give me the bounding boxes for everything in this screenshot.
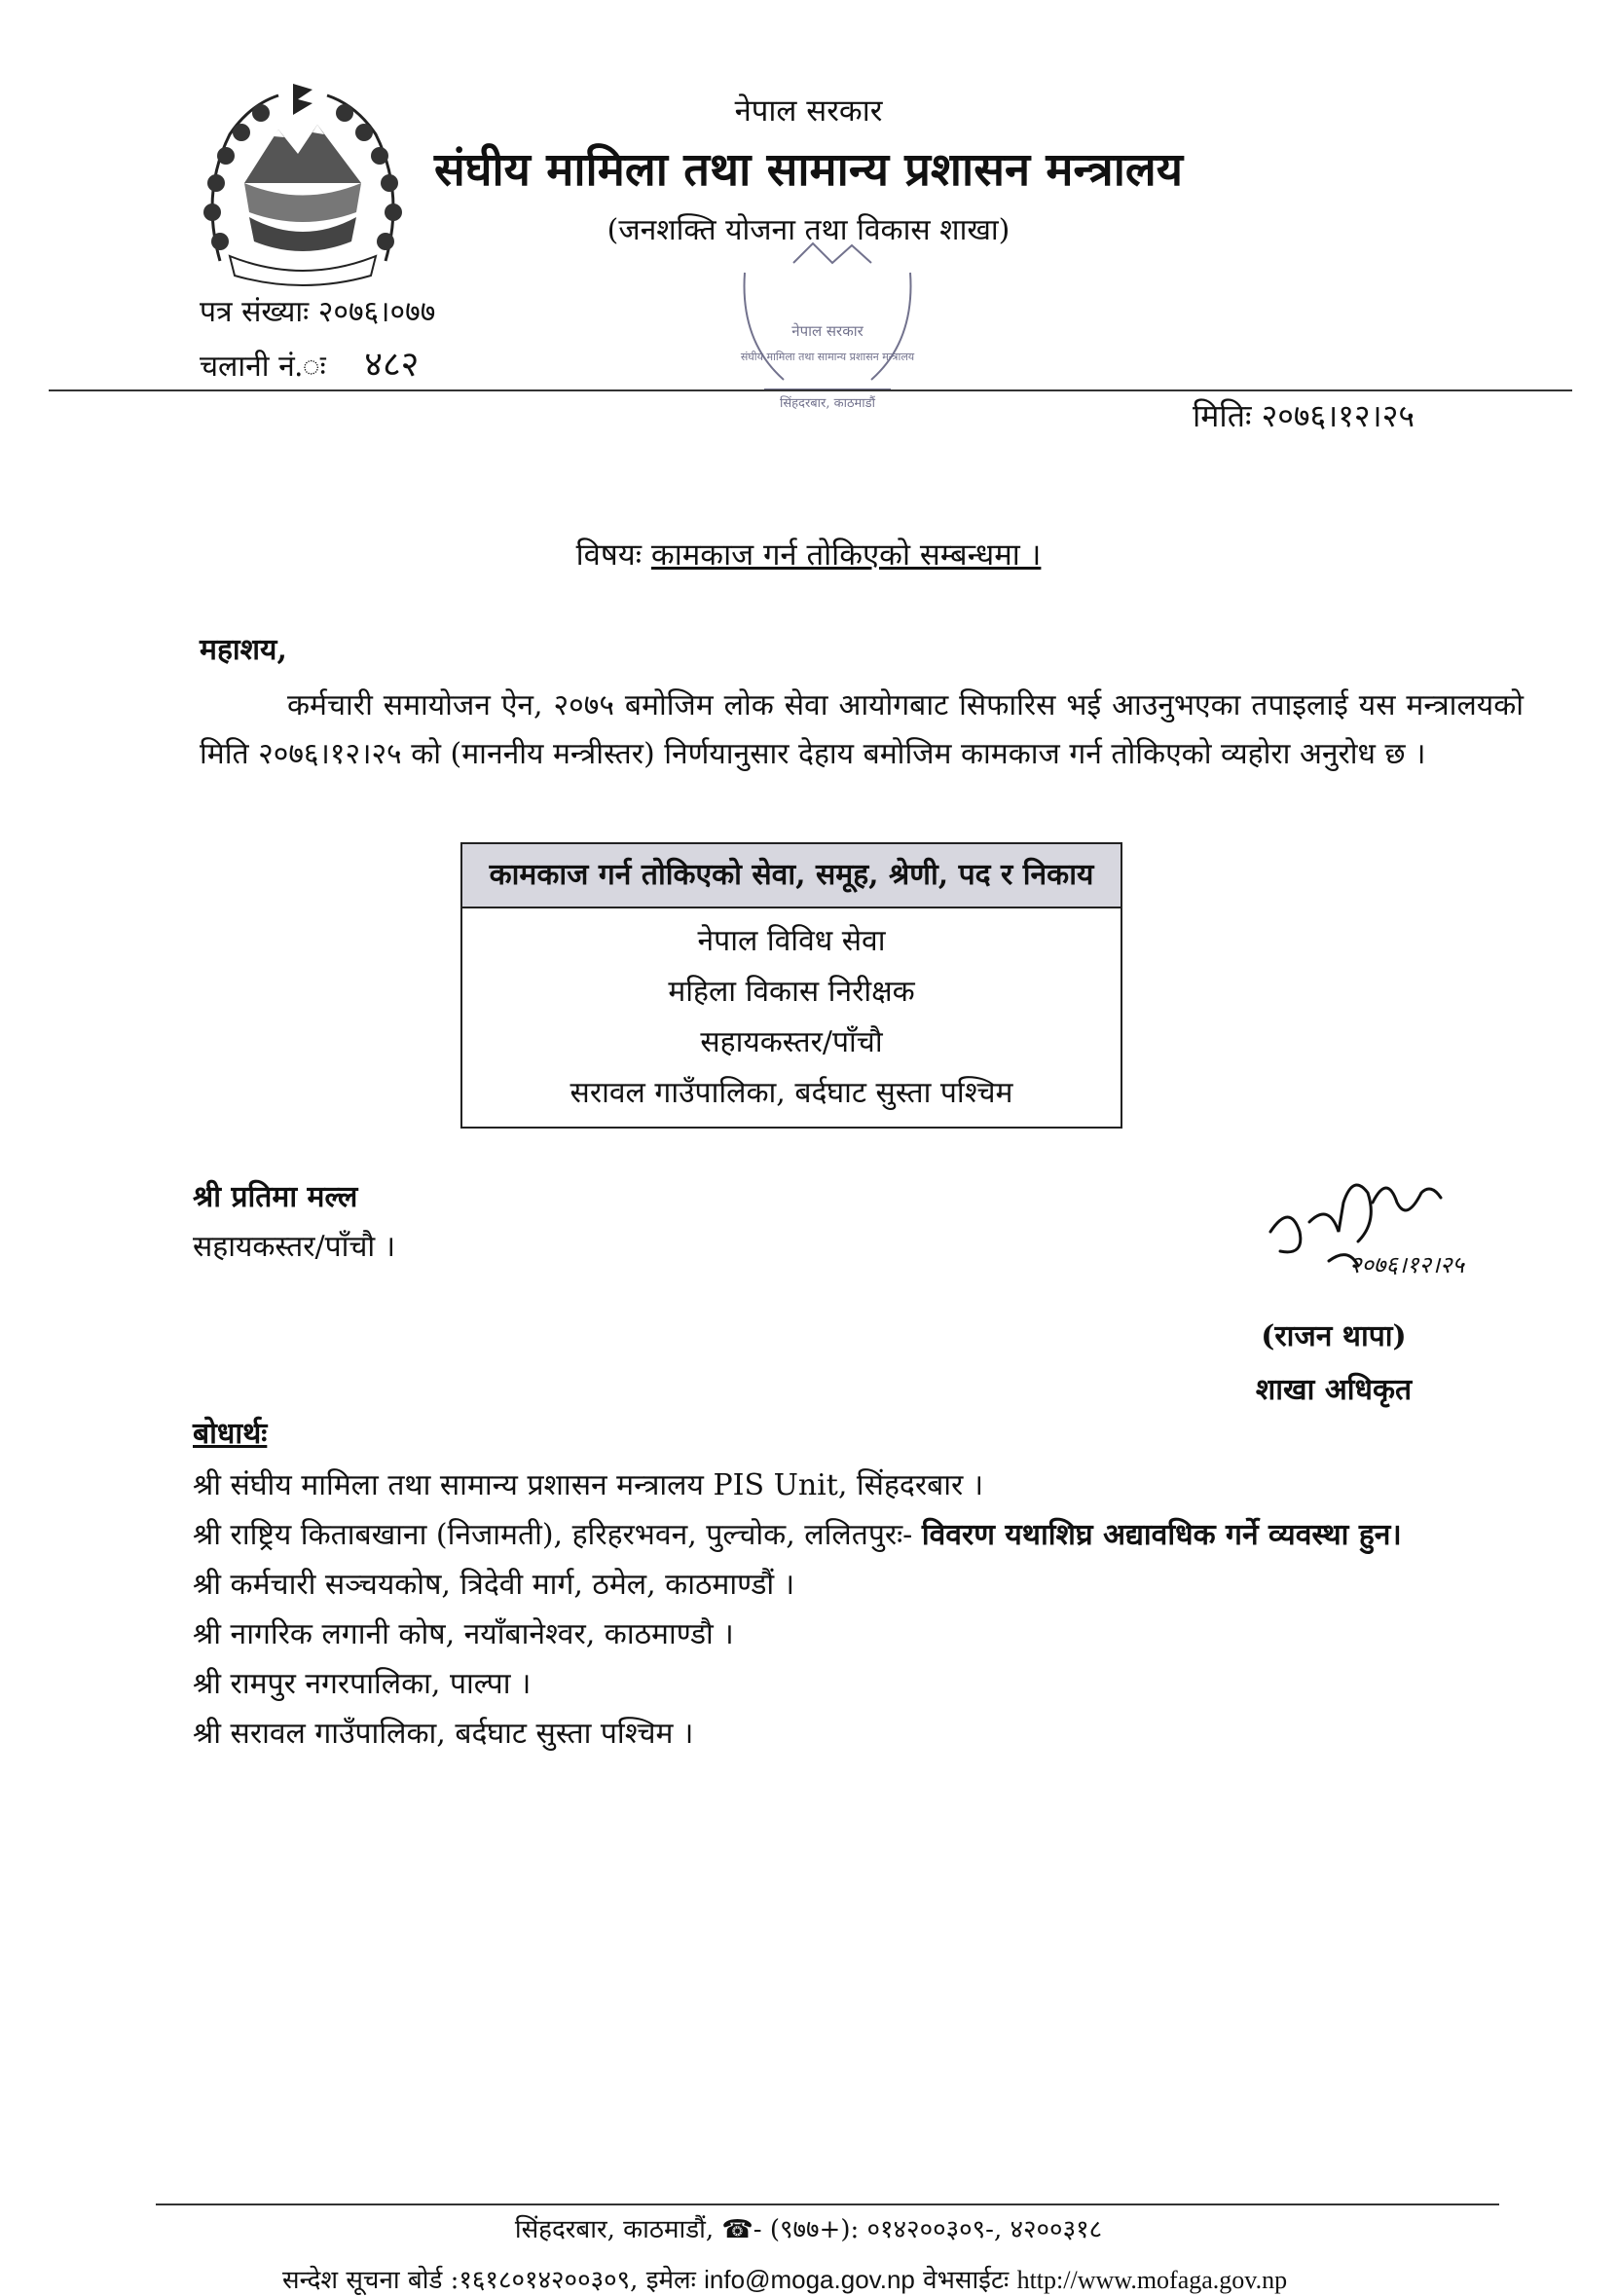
letter-date [1193,394,1415,436]
list-item [193,1709,1556,1759]
website-label: वेभसाईटः [923,2266,1010,2295]
subject-text: कामकाज गर्न तोकिएको सम्बन्धमा । [650,537,1042,573]
cc-recipient: श्री राष्ट्रिय किताबखाना (निजामती), हरिहरभवन, पुल्चोक, ललितपुरः- [193,1518,922,1552]
list-item [193,1461,1556,1510]
list-item [193,1560,1556,1610]
addressee-post: सहायकस्तर/पाँचौ । [193,1230,396,1264]
stamp-line-1: नेपाल सरकार [791,322,864,340]
notice-board-label: सन्देश सूचना बोर्ड : [282,2266,459,2295]
assignment-table [460,842,1122,1129]
table-row: सहायकस्तर/पाँचौ [461,1018,1121,1068]
signatory-post: शाखा अधिकृत [1255,1373,1413,1407]
list-item [193,1510,1556,1560]
cc-heading: बोधार्थः [193,1417,268,1451]
subject-label: विषयः [575,537,643,573]
addressee-name: श्री प्रतिमा मल्ल [193,1180,358,1214]
email-link[interactable]: info@moga.gov.np [704,2265,915,2294]
cc-list [193,1461,1556,1759]
subject-line [0,534,1617,574]
salutation: महाशय, [200,633,287,667]
branch-name: (जनशक्ति योजना तथा विकास शाखा) [606,213,1011,247]
footer-contacts [282,2261,1287,2296]
letter-number-value: २०७६।०७७ [317,295,436,329]
cc-recipient: श्री नागरिक लगानी कोष, नयाँबानेश्वर, काठमाण्डौ । [193,1617,734,1651]
cc-recipient: श्री संघीय मामिला तथा सामान्य प्रशासन मन्त्रालय PIS Unit, सिंहदरबार । [193,1468,984,1502]
list-item [193,1610,1556,1659]
list-item [193,1659,1556,1709]
dispatch-number-value: ४८२ [364,345,420,385]
date-value: २०७६।१२।२५ [1261,397,1415,434]
letter-number-label: पत्र संख्याः [200,295,310,329]
ministry-name: संघीय मामिला तथा सामान्य प्रशासन मन्त्रालय [433,143,1184,197]
table-row: सरावल गाउँपालिका, बर्दघाट सुस्ता पश्चिम [461,1068,1121,1128]
cc-recipient: श्री कर्मचारी सञ्चयकोष, त्रिदेवी मार्ग, ठमेल, काठमाण्डौं । [193,1568,795,1602]
cc-recipient: श्री सरावल गाउँपालिका, बर्दघाट सुस्ता पश्चिम । [193,1717,694,1751]
website-link[interactable]: http://www.mofaga.gov.np [1016,2266,1288,2294]
stamp-line-2: संघीय मामिला तथा सामान्य प्रशासन मन्त्रालय [740,351,915,363]
table-row: महिला विकास निरीक्षक [461,967,1121,1018]
date-label: मितिः [1193,397,1252,434]
cc-recipient: श्री रामपुर नगरपालिका, पाल्पा । [193,1667,532,1701]
footer-address: सिंहदरबार, काठमाडौं, ☎- (९७७+): ०१४२००३०९-, ४२००३१८ [514,2215,1103,2244]
cc-note: विवरण यथाशिघ्र अद्यावधिक गर्ने व्यवस्था हुन। [921,1518,1402,1552]
signature-date: २०७६।१२।२५ [1348,1251,1465,1278]
letter-body: कर्मचारी समायोजन ऐन, २०७५ बमोजिम लोक सेवा आयोगबाट सिफारिस भई आउनुभएका तपाइलाई यस मन्त्रालयको मिति २०७६।१२।२५ को (माननीय मन्त्रीस्तर) निर्णयानुसार देहाय बमोजिम कामकाज गर्न तोकिएको व्यहोरा अनुरोध छ । [200,688,1524,771]
table-row: नेपाल विविध सेवा [461,907,1121,967]
government-name: नेपाल सरकार [734,93,883,129]
email-label: इमेलः [645,2266,696,2295]
signature-icon [1261,1164,1485,1310]
stamp-line-3: सिंहदरबार, काठमाडौं [779,396,876,411]
dispatch-number [200,339,419,387]
footer-divider [156,2203,1499,2205]
letter-number [200,290,435,330]
signatory-name: (राजन थापा) [1261,1319,1407,1353]
dispatch-number-label: चलानी नं.ः [200,350,326,384]
header-divider [49,389,1572,391]
assignment-table-header: कामकाज गर्न तोकिएको सेवा, समूह, श्रेणी, पद र निकाय [461,843,1121,907]
notice-board-number: १६१८०१४२००३०९, [459,2266,639,2295]
